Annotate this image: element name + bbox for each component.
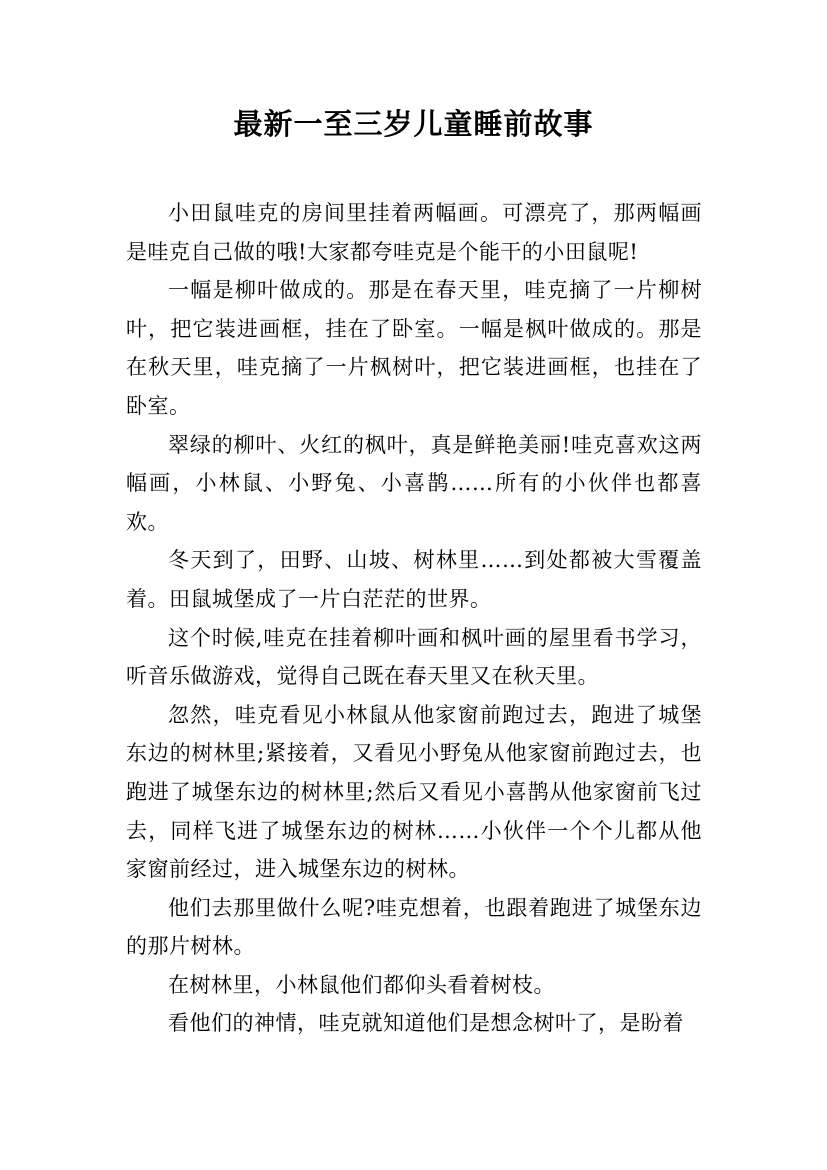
paragraph-9: 看他们的神情，哇克就知道他们是想念树叶了，是盼着 xyxy=(168,1011,684,1036)
paragraph-8: 在树林里，小林鼠他们都仰头看着树枝。 xyxy=(168,972,555,997)
paragraph-6: 忽然，哇克看见小林鼠从他家窗前跑过去，跑进了城堡东边的树林里;紧接着，又看见小野兔从他家窗前跑过去，也跑进了城堡东边的树林里;然后又看见小喜鹊从他家窗前飞过去，同样飞进了城堡东边的树林……小伙伴一个个儿都从他家窗前经过，进入城堡东边的树林。 xyxy=(126,702,702,882)
paragraph-5: 这个时候,哇克在挂着柳叶画和枫叶画的屋里看书学习，听音乐做游戏，觉得自己既在春天里又在秋天里。 xyxy=(126,625,702,689)
paragraph-4: 冬天到了，田野、山坡、树林里……到处都被大雪覆盖着。田鼠城堡成了一片白茫茫的世界。 xyxy=(126,548,702,611)
paragraph-1: 小田鼠哇克的房间里挂着两幅画。可漂亮了，那两幅画是哇克自己做的哦!大家都夸哇克是个能干的小田鼠呢! xyxy=(126,201,702,264)
paragraph-7: 他们去那里做什么呢?哇克想着，也跟着跑进了城堡东边的那片树林。 xyxy=(126,895,702,959)
paragraph-3: 翠绿的柳叶、火红的枫叶，真是鲜艳美丽!哇克喜欢这两幅画，小林鼠、小野兔、小喜鹊……所有的小伙伴也都喜欢。 xyxy=(126,432,702,534)
document-title: 最新一至三岁儿童睡前故事 xyxy=(233,107,594,141)
story-body xyxy=(126,194,702,1043)
paragraph-2: 一幅是柳叶做成的。那是在春天里，哇克摘了一片柳树叶，把它装进画框，挂在了卧室。一幅是枫叶做成的。那是在秋天里，哇克摘了一片枫树叶，把它装进画框，也挂在了卧室。 xyxy=(126,278,702,418)
